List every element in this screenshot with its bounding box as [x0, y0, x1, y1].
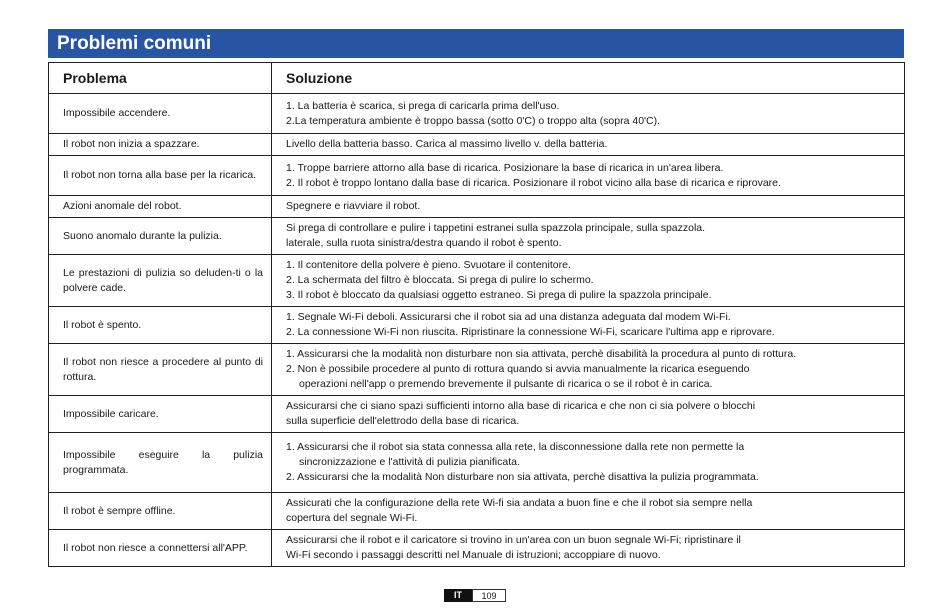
section-title: Problemi comuni	[48, 29, 904, 58]
solution-line: Assicurati che la configurazione della rete Wi-fi sia andata a buon fine e che il robot sia sempre nella	[286, 497, 753, 509]
solution-line: 1. La batteria è scarica, si prega di caricarla prima dell'uso.	[286, 99, 560, 112]
solution-line: 2. La schermata del filtro è bloccata. Si prega di pulire lo schermo.	[286, 274, 594, 286]
page-number: 109	[472, 589, 506, 602]
solution-cell	[272, 493, 905, 530]
problem-cell: Il robot è spento.	[49, 307, 272, 344]
solution-line: 3. Il robot è bloccato da qualsiasi oggetto estraneo. Si prega di pulire la spazzola principale.	[286, 289, 712, 301]
table-body	[49, 94, 905, 567]
solution-cell	[272, 396, 905, 433]
solution-line: sincronizzazione e l'attività di pulizia pianificata.	[299, 456, 520, 468]
solution-line: laterale, sulla ruota sinistra/destra quando il robot è spento.	[286, 237, 562, 249]
header-problem: Problema	[49, 63, 272, 94]
solution-cell	[272, 344, 905, 396]
solution-line: 1. Troppe barriere attorno alla base di ricarica. Posizionare la base di ricarica in un'area libera.	[286, 161, 724, 174]
solution-line: Assicurarsi che il robot e il caricatore si trovino in un'area con un buon segnale Wi-Fi; ripristinare il	[286, 534, 741, 546]
table-row	[49, 94, 905, 134]
solution-cell	[272, 433, 905, 493]
problem-cell: Il robot è sempre offline.	[49, 493, 272, 530]
solution-cell	[272, 156, 905, 196]
solution-line: 2. Assicurarsi che la modalità Non disturbare non sia attivata, perchè disattiva la pulizia programmata.	[286, 471, 759, 483]
solution-line: copertura del segnale Wi-Fi.	[286, 512, 418, 524]
solution-line: operazioni nell'app o premendo brevemente il pulsante di ricarica o se il robot è in carica.	[299, 378, 713, 390]
table-row	[49, 493, 905, 530]
solution-line: 1. Segnale Wi-Fi deboli. Assicurarsi che il robot sia ad una distanza adeguata dal modem Wi-Fi.	[286, 311, 731, 323]
solution-line: 1. Il contenitore della polvere è pieno. Svuotare il contenitore.	[286, 259, 571, 271]
table-header-row	[49, 63, 905, 94]
solution-cell	[272, 134, 905, 156]
problem-cell: Azioni anomale del robot.	[49, 196, 272, 218]
problem-cell: Il robot non inizia a spazzare.	[49, 134, 272, 156]
solution-line: 2.La temperatura ambiente è troppo bassa (sotto 0'C) o troppo alta (sopra 40'C).	[286, 114, 661, 127]
solution-line: sulla superficie dell'elettrodo della base di ricarica.	[286, 415, 520, 427]
solution-line: Assicurarsi che ci siano spazi sufficienti intorno alla base di ricarica e che non ci sia polvere o blocchi	[286, 400, 756, 412]
solution-line: 2. Il robot è troppo lontano dalla base di ricarica. Posizionare il robot vicino alla base di ricarica e riprovare.	[286, 176, 781, 189]
solution-line: Wi-Fi secondo i passaggi descritti nel Manuale di istruzioni; accoppiare di nuovo.	[286, 549, 661, 561]
problem-cell: Il robot non riesce a procedere al punto di rottura.	[49, 344, 272, 396]
solution-line: Spegnere e riavviare il robot.	[286, 200, 421, 212]
solution-cell	[272, 218, 905, 255]
problem-cell: Impossibile accendere.	[49, 94, 272, 134]
solution-cell	[272, 94, 905, 134]
solution-cell	[272, 530, 905, 567]
solution-cell	[272, 307, 905, 344]
problem-cell: Impossibile eseguire la pulizia programmata.	[49, 433, 272, 493]
solution-line: Si prega di controllare e pulire i tappetini estranei sulla spazzola principale, sulla spazzola.	[286, 222, 706, 234]
header-solution: Soluzione	[272, 63, 905, 94]
table-row	[49, 433, 905, 493]
troubleshooting-table	[48, 62, 905, 567]
problem-cell: Le prestazioni di pulizia so deluden-ti o la polvere cade.	[49, 255, 272, 307]
solution-line: 1. Assicurarsi che la modalità non disturbare non sia attivata, perchè disabilità la procedura al punto di rottura.	[286, 348, 797, 360]
table-row	[49, 156, 905, 196]
table-row	[49, 218, 905, 255]
table-row	[49, 134, 905, 156]
solution-line: Livello della batteria basso. Carica al massimo livello v. della batteria.	[286, 138, 608, 150]
solution-line: 2. Non è possibile procedere al punto di rottura quando si avvia manualmente la ricarica eseguendo	[286, 363, 750, 375]
language-badge: IT	[444, 589, 472, 602]
solution-line: 1. Assicurarsi che il robot sia stata connessa alla rete, la disconnessione dalla rete non permette la	[286, 441, 745, 453]
problem-cell: Suono anomalo durante la pulizia.	[49, 218, 272, 255]
table-row	[49, 307, 905, 344]
table-row	[49, 396, 905, 433]
problem-cell: Impossibile caricare.	[49, 396, 272, 433]
table-row	[49, 196, 905, 218]
solution-cell	[272, 255, 905, 307]
table-row	[49, 344, 905, 396]
table-row	[49, 255, 905, 307]
problem-cell: Il robot non torna alla base per la ricarica.	[49, 156, 272, 196]
problem-cell: Il robot non riesce a connettersi all'APP.	[49, 530, 272, 567]
table-row	[49, 530, 905, 567]
solution-line: 2. La connessione Wi-Fi non riuscita. Ripristinare la connessione Wi-Fi, scaricare l'ultima app e riprovare.	[286, 326, 775, 338]
solution-cell	[272, 196, 905, 218]
page-footer	[444, 589, 506, 602]
